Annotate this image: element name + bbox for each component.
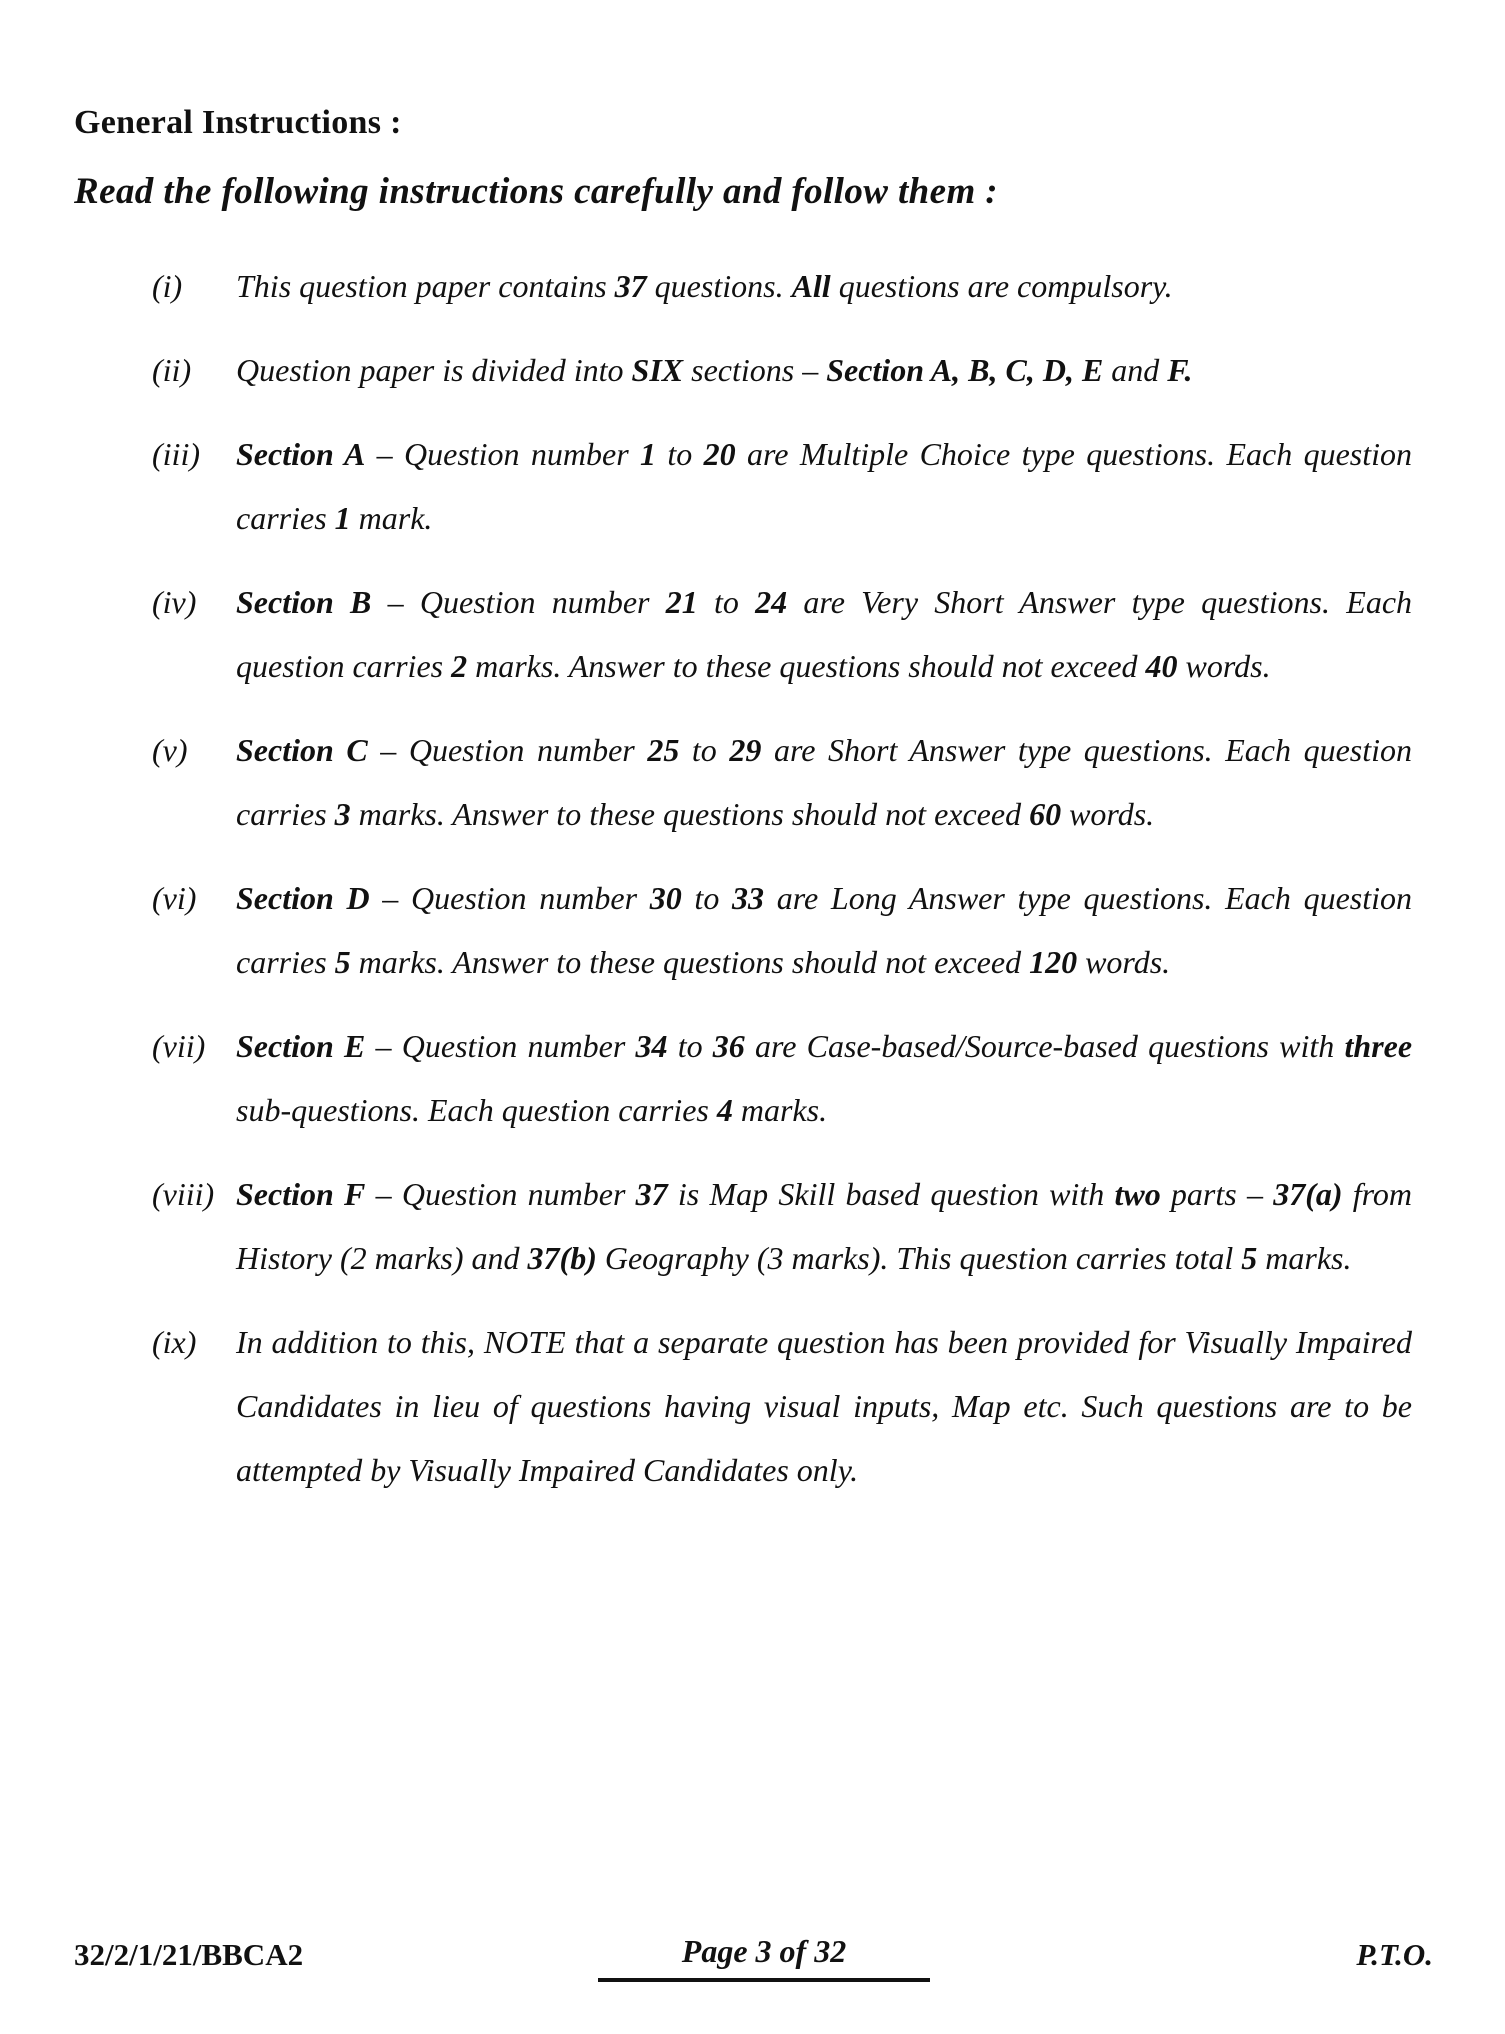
instruction-fragment: – Question number [365, 436, 641, 472]
instruction-fragment: – Question number [365, 1028, 636, 1064]
instruction-emphasis: Section C [236, 732, 368, 768]
instruction-text [236, 1162, 1412, 1290]
instruction-emphasis: Section B [236, 584, 372, 620]
instruction-number: (viii) [152, 1176, 215, 1212]
instruction-item [152, 338, 1412, 402]
instruction-emphasis: 5 [1241, 1240, 1258, 1276]
instruction-fragment: marks. Answer to these questions should not exceed [467, 648, 1146, 684]
instruction-number: (vi) [152, 880, 197, 916]
instruction-text [236, 1310, 1412, 1502]
instruction-fragment: Geography (3 marks). This question carries total [596, 1240, 1242, 1276]
instruction-fragment: parts – [1160, 1176, 1274, 1212]
instruction-fragment: are Case-based/Source-based questions with [744, 1028, 1345, 1064]
instruction-emphasis: 37(b) [527, 1240, 597, 1276]
instruction-emphasis: three [1344, 1028, 1413, 1064]
instruction-emphasis: Section A, B, C, D, E [826, 352, 1104, 388]
instruction-fragment: marks. Answer to these questions should not exceed [350, 796, 1030, 832]
instruction-emphasis: 24 [755, 584, 788, 620]
instruction-fragment: marks. [732, 1092, 828, 1128]
instruction-number: (iii) [152, 436, 200, 472]
instruction-emphasis: 20 [703, 436, 736, 472]
instruction-text [236, 570, 1412, 698]
instruction-emphasis: 120 [1029, 944, 1078, 980]
instruction-emphasis: 34 [635, 1028, 668, 1064]
instruction-fragment: to [656, 436, 704, 472]
instruction-fragment: are Long Answer type questions. Each question carries [236, 880, 1412, 980]
instruction-emphasis: 30 [649, 880, 682, 916]
instruction-fragment: are Multiple Choice type questions. Each question carries [236, 436, 1413, 536]
instruction-fragment: – Question number [365, 1176, 636, 1212]
instruction-fragment: – Question number [369, 880, 650, 916]
instruction-fragment: Question paper is divided into [236, 352, 632, 388]
instruction-fragment: sections – [683, 352, 827, 388]
instruction-fragment: mark. [350, 500, 433, 536]
instruction-emphasis: All [791, 268, 831, 304]
instruction-item [152, 718, 1412, 846]
instruction-item [152, 570, 1412, 698]
instruction-emphasis: 4 [716, 1092, 733, 1128]
instruction-item [152, 866, 1412, 994]
instruction-fragment: – Question number [371, 584, 666, 620]
instruction-emphasis: Section A [236, 436, 366, 472]
page-number: Page 3 of 32 [598, 1933, 930, 1982]
instruction-fragment: to [697, 584, 756, 620]
instruction-number: (v) [152, 732, 188, 768]
instruction-fragment: to [679, 732, 730, 768]
instruction-emphasis: 1 [640, 436, 657, 472]
instruction-fragment: This question paper contains [236, 268, 615, 304]
please-turn-over: P.T.O. [1356, 1937, 1433, 1972]
instructions-subheading: Read the following instructions carefully and follow them : [74, 171, 999, 212]
instruction-emphasis: 29 [729, 732, 762, 768]
instruction-text [236, 1014, 1412, 1142]
instruction-emphasis: 37 [635, 1176, 668, 1212]
instruction-emphasis: 37 [614, 268, 647, 304]
instruction-fragment: marks. [1257, 1240, 1352, 1276]
instruction-fragment: and [1103, 352, 1168, 388]
instruction-fragment: words. [1177, 648, 1271, 684]
instruction-text [236, 866, 1412, 994]
instruction-emphasis: 33 [732, 880, 765, 916]
instruction-emphasis: Section F [236, 1176, 366, 1212]
instruction-item [152, 1162, 1412, 1290]
instruction-text [236, 422, 1412, 550]
instruction-emphasis: 36 [712, 1028, 745, 1064]
instruction-emphasis: 3 [334, 796, 351, 832]
instruction-emphasis: Section D [236, 880, 370, 916]
instruction-emphasis: F. [1167, 352, 1193, 388]
instruction-item [152, 1014, 1412, 1142]
instruction-fragment: from History (2 marks) and [236, 1176, 1413, 1276]
instruction-fragment: is Map Skill based question with [667, 1176, 1115, 1212]
general-instructions-heading: General Instructions : [74, 104, 402, 141]
instruction-emphasis: 40 [1145, 648, 1178, 684]
instruction-emphasis: 37(a) [1273, 1176, 1343, 1212]
instruction-emphasis: 5 [334, 944, 351, 980]
instruction-emphasis: Section E [236, 1028, 366, 1064]
instruction-emphasis: 60 [1029, 796, 1062, 832]
instruction-emphasis: SIX [631, 352, 684, 388]
instruction-emphasis: two [1114, 1176, 1161, 1212]
instruction-number: (iv) [152, 584, 197, 620]
instruction-fragment: are Very Short Answer type questions. Each question carries [236, 584, 1413, 684]
instruction-fragment: sub-questions. Each question carries [236, 1092, 717, 1128]
instruction-emphasis: 21 [665, 584, 698, 620]
instruction-number: (ii) [152, 352, 192, 388]
instruction-emphasis: 1 [334, 500, 351, 536]
paper-code: 32/2/1/21/BBCA2 [74, 1937, 304, 1972]
instruction-emphasis: 2 [451, 648, 468, 684]
instruction-fragment: words. [1061, 796, 1155, 832]
instruction-text [236, 338, 1412, 402]
instruction-fragment: words. [1077, 944, 1171, 980]
instruction-fragment: to [681, 880, 733, 916]
instruction-item [152, 1310, 1412, 1502]
instruction-fragment: marks. Answer to these questions should not exceed [350, 944, 1030, 980]
instruction-item [152, 254, 1412, 318]
instruction-fragment: questions are compulsory. [830, 268, 1173, 304]
instruction-item [152, 422, 1412, 550]
instruction-number: (ix) [152, 1324, 197, 1360]
instruction-emphasis: 25 [647, 732, 680, 768]
instruction-text [236, 718, 1412, 846]
instruction-fragment: to [667, 1028, 713, 1064]
instructions-list [152, 254, 1412, 1522]
instruction-number: (vii) [152, 1028, 206, 1064]
instruction-number: (i) [152, 268, 183, 304]
instruction-text [236, 254, 1412, 318]
instruction-fragment: In addition to this, NOTE that a separate question has been provided for Visually Impaired Candidates in lieu of questions having visual inputs, Map etc. Such questions are to be attempted by Visually Impaired Candidates only. [236, 1324, 1412, 1488]
instruction-fragment: questions. [646, 268, 792, 304]
instruction-fragment: – Question number [367, 732, 648, 768]
instruction-fragment: are Short Answer type questions. Each question carries [236, 732, 1413, 832]
